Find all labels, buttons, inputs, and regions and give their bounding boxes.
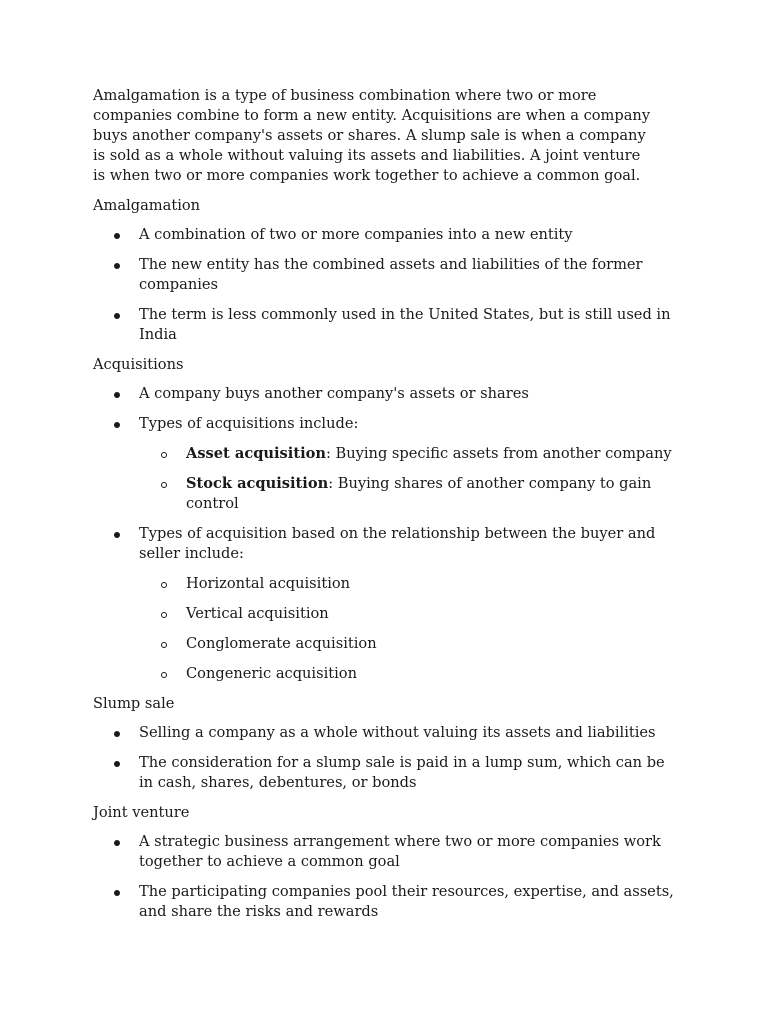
bullet-icon (114, 532, 120, 538)
bullet-icon (114, 890, 120, 896)
circle-bullet-icon (161, 482, 167, 488)
amalgamation-list (93, 225, 671, 345)
circle-bullet-icon (161, 582, 167, 588)
sub-list-item: Congeneric acquisition (139, 664, 679, 684)
circle-bullet-icon (161, 642, 167, 648)
circle-bullet-icon (161, 452, 167, 458)
section-heading-slump-sale: Slump sale (93, 695, 175, 712)
bullet-icon (114, 392, 120, 398)
bullet-icon (114, 263, 120, 269)
sub-list-item: Asset acquisition: Buying specific assets from another company (139, 444, 679, 464)
list-item: A strategic business arrangement where two or more companies work together to achieve a common goal (93, 832, 679, 872)
list-item: Selling a company as a whole without valuing its assets and liabilities (93, 723, 679, 743)
sub-list-item: Horizontal acquisition (139, 574, 679, 594)
relationship-types-sublist (139, 574, 679, 684)
list-item: A combination of two or more companies into a new entity (93, 225, 679, 245)
list-item: Types of acquisition based on the relationship between the buyer and seller include: Horizontal acquisition Vertical acquisition Conglomerate acquisition Congeneric acquisition (93, 524, 679, 684)
bullet-icon (114, 731, 120, 737)
circle-bullet-icon (161, 672, 167, 678)
sub-list-item: Stock acquisition: Buying shares of another company to gain control (139, 474, 679, 514)
joint-venture-list (93, 832, 674, 922)
bullet-icon (114, 233, 120, 239)
bullet-icon (114, 761, 120, 767)
sub-list-item: Conglomerate acquisition (139, 634, 679, 654)
acquisitions-list (93, 384, 672, 684)
section-heading-joint-venture: Joint venture (93, 804, 190, 821)
list-item: A company buys another company's assets or shares (93, 384, 679, 404)
list-item: The consideration for a slump sale is paid in a lump sum, which can be in cash, shares, debentures, or bonds (93, 753, 679, 793)
bullet-icon (114, 313, 120, 319)
acquisition-types-sublist (139, 444, 679, 514)
list-item: Types of acquisitions include: Asset acquisition: Buying specific assets from another company Stock acquisition: Buying shares of another company to gain control (93, 414, 679, 514)
intro-paragraph: Amalgamation is a type of business combination where two or more companies combine to form a new entity. Acquisitions are when a company buys another company's assets or shares. A slump sale is when a company is sold as a whole without valuing its assets and liabilities. A joint venture is when two or more companies work together to achieve a common goal. (93, 87, 651, 184)
bullet-icon (114, 840, 120, 846)
section-heading-acquisitions: Acquisitions (93, 356, 184, 373)
bullet-icon (114, 422, 120, 428)
section-heading-amalgamation: Amalgamation (93, 197, 201, 214)
sub-list-item: Vertical acquisition (139, 604, 679, 624)
list-item: The term is less commonly used in the United States, but is still used in India (93, 305, 679, 345)
list-item: The new entity has the combined assets and liabilities of the former companies (93, 255, 679, 295)
slump-sale-list (93, 723, 668, 793)
list-item: The participating companies pool their resources, expertise, and assets, and share the risks and rewards (93, 882, 679, 922)
circle-bullet-icon (161, 612, 167, 618)
